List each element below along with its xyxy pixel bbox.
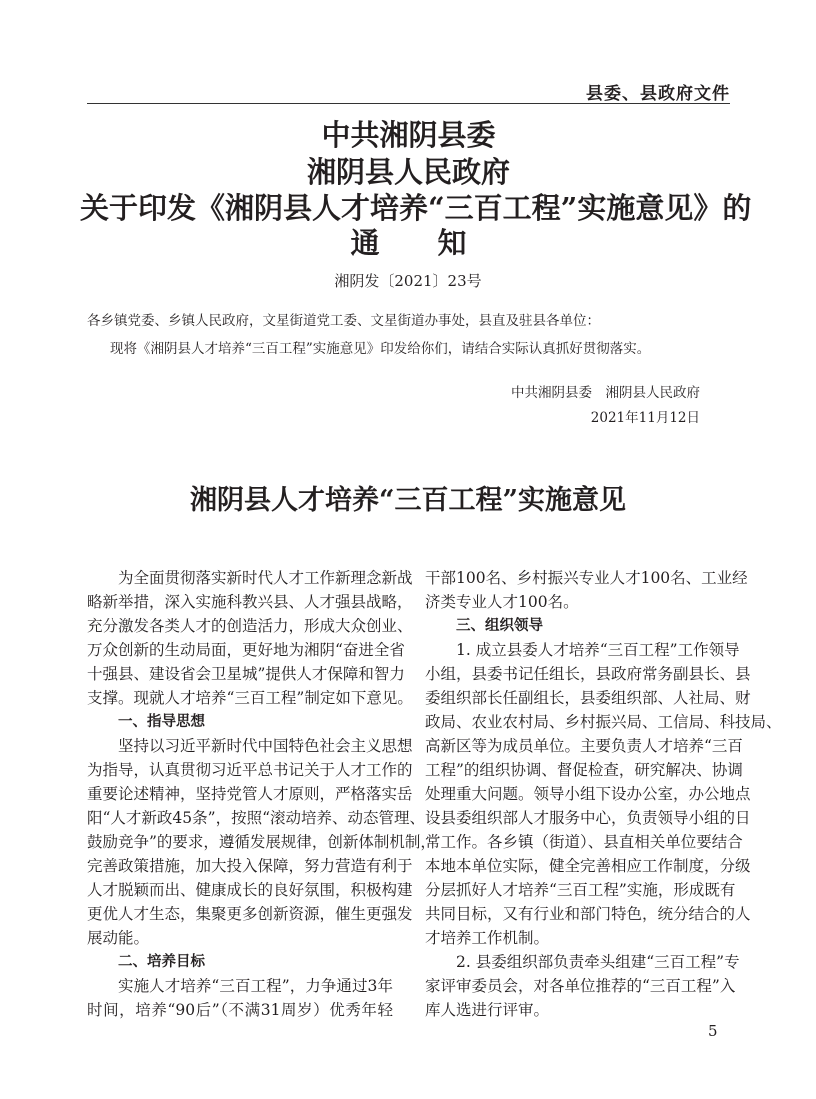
text-line: 为指导，认真贯彻习近平总书记关于人才工作的 [87, 761, 413, 779]
text-line: 常工作。各乡镇（街道）、县直相关单位要结合 [425, 833, 743, 851]
text-line: 时间，培养“90后”（不满31周岁）优秀年轻 [87, 1001, 393, 1019]
addressee: 各乡镇党委、乡镇人民政府，文星街道党工委、文星街道办事处，县直及驻县各单位： [87, 313, 600, 329]
title-line-4: 通 知 [350, 226, 467, 260]
text-line: 完善政策措施，加大投入保障，努力营造有利于 [87, 857, 413, 875]
text-line: 为全面贯彻落实新时代人才工作新理念新战 [118, 569, 413, 587]
header-rule [87, 103, 730, 104]
text-line: 济类专业人才100名。 [425, 593, 579, 611]
text-line: 万众创新的生动局面，更好地为湘阴“奋进全省 [87, 641, 405, 659]
subtitle: 湘阴县人才培养“三百工程”实施意见 [189, 485, 627, 516]
section-heading: 三、组织领导 [456, 618, 543, 634]
text-line: 更优人才生态，集聚更多创新资源，催生更强发 [87, 905, 413, 923]
running-header: 县委、县政府文件 [586, 84, 730, 104]
signature: 中共湘阴县委 湘阴县人民政府 [511, 385, 700, 401]
text-line: 充分激发各类人才的创造活力，形成大众创业、 [87, 617, 413, 635]
left-column [87, 566, 436, 1022]
text-line: 十强县、建设省会卫星城”提供人才保障和智力 [87, 665, 405, 683]
text-line: 本地本单位实际，健全完善相应工作制度，分级 [425, 857, 751, 875]
title-line-1: 中共湘阴县委 [321, 118, 496, 152]
section-heading: 二、培养目标 [118, 954, 205, 970]
text-line: 展动能。 [87, 929, 150, 947]
text-line: 委组织部长任副组长，县委组织部、人社局、财 [425, 689, 751, 707]
text-line: 人才脱颖而出、健康成长的良好氛围，积极构建 [87, 881, 413, 899]
right-column [425, 566, 782, 1022]
text-line: 才培养工作机制。 [425, 929, 550, 947]
section-heading: 一、指导思想 [118, 714, 205, 730]
text-line: 家评审委员会，对各单位推荐的“三百工程”入 [425, 977, 736, 995]
text-line: 1. 成立县委人才培养“三百工程”工作领导 [456, 641, 740, 659]
text-line: 支撑。现就人才培养“三百工程”制定如下意见。 [87, 689, 413, 707]
sign-date: 2021年11月12日 [590, 410, 700, 426]
text-line: 鼓励竞争”的要求，遵循发展规律，创新体制机制， [87, 833, 436, 851]
text-line: 分层抓好人才培养“三百工程”实施，形成既有 [425, 881, 736, 899]
title-line-3: 关于印发《湘阴县人才培养“三百工程”实施意见》的 [80, 191, 752, 225]
text-line: 干部100名、乡村振兴专业人才100名、工业经 [425, 569, 748, 587]
text-line: 共同目标，又有行业和部门特色，统分结合的人 [425, 905, 751, 923]
notice-body: 现将《湘阴县人才培养“三百工程”实施意见》印发给你们，请结合实际认真抓好贯彻落实。 [110, 341, 651, 357]
text-line: 略新举措，深入实施科教兴县、人才强县战略， [87, 593, 413, 611]
text-line: 高新区等为成员单位。主要负责人才培养“三百 [425, 737, 743, 755]
text-line: 阳“人才新政45条”，按照“滚动培养、动态管理、 [87, 809, 425, 827]
title-line-2: 湘阴县人民政府 [306, 155, 510, 189]
text-line: 坚持以习近平新时代中国特色社会主义思想 [118, 737, 413, 755]
text-line: 2. 县委组织部负责牵头组建“三百工程”专 [456, 953, 740, 971]
text-line: 设县委组织部人才服务中心，负责领导小组的日 [425, 809, 751, 827]
text-line: 政局、农业农村局、乡村振兴局、工信局、科技局、 [425, 713, 782, 731]
text-line: 重要论述精神，坚持党管人才原则，严格落实岳 [87, 785, 413, 803]
page-number: 5 [708, 1022, 718, 1040]
text-line: 处理重大问题。领导小组下设办公室，办公地点 [425, 785, 751, 803]
text-line: 小组，县委书记任组长，县政府常务副县长、县 [425, 665, 751, 683]
text-line: 实施人才培养“三百工程”，力争通过3年 [118, 977, 393, 995]
text-line: 工程”的组织协调、督促检查，研究解决、协调 [425, 761, 743, 779]
document-number: 湘阴发〔2021〕23号 [334, 272, 482, 290]
text-line: 库人选进行评审。 [425, 1001, 550, 1019]
